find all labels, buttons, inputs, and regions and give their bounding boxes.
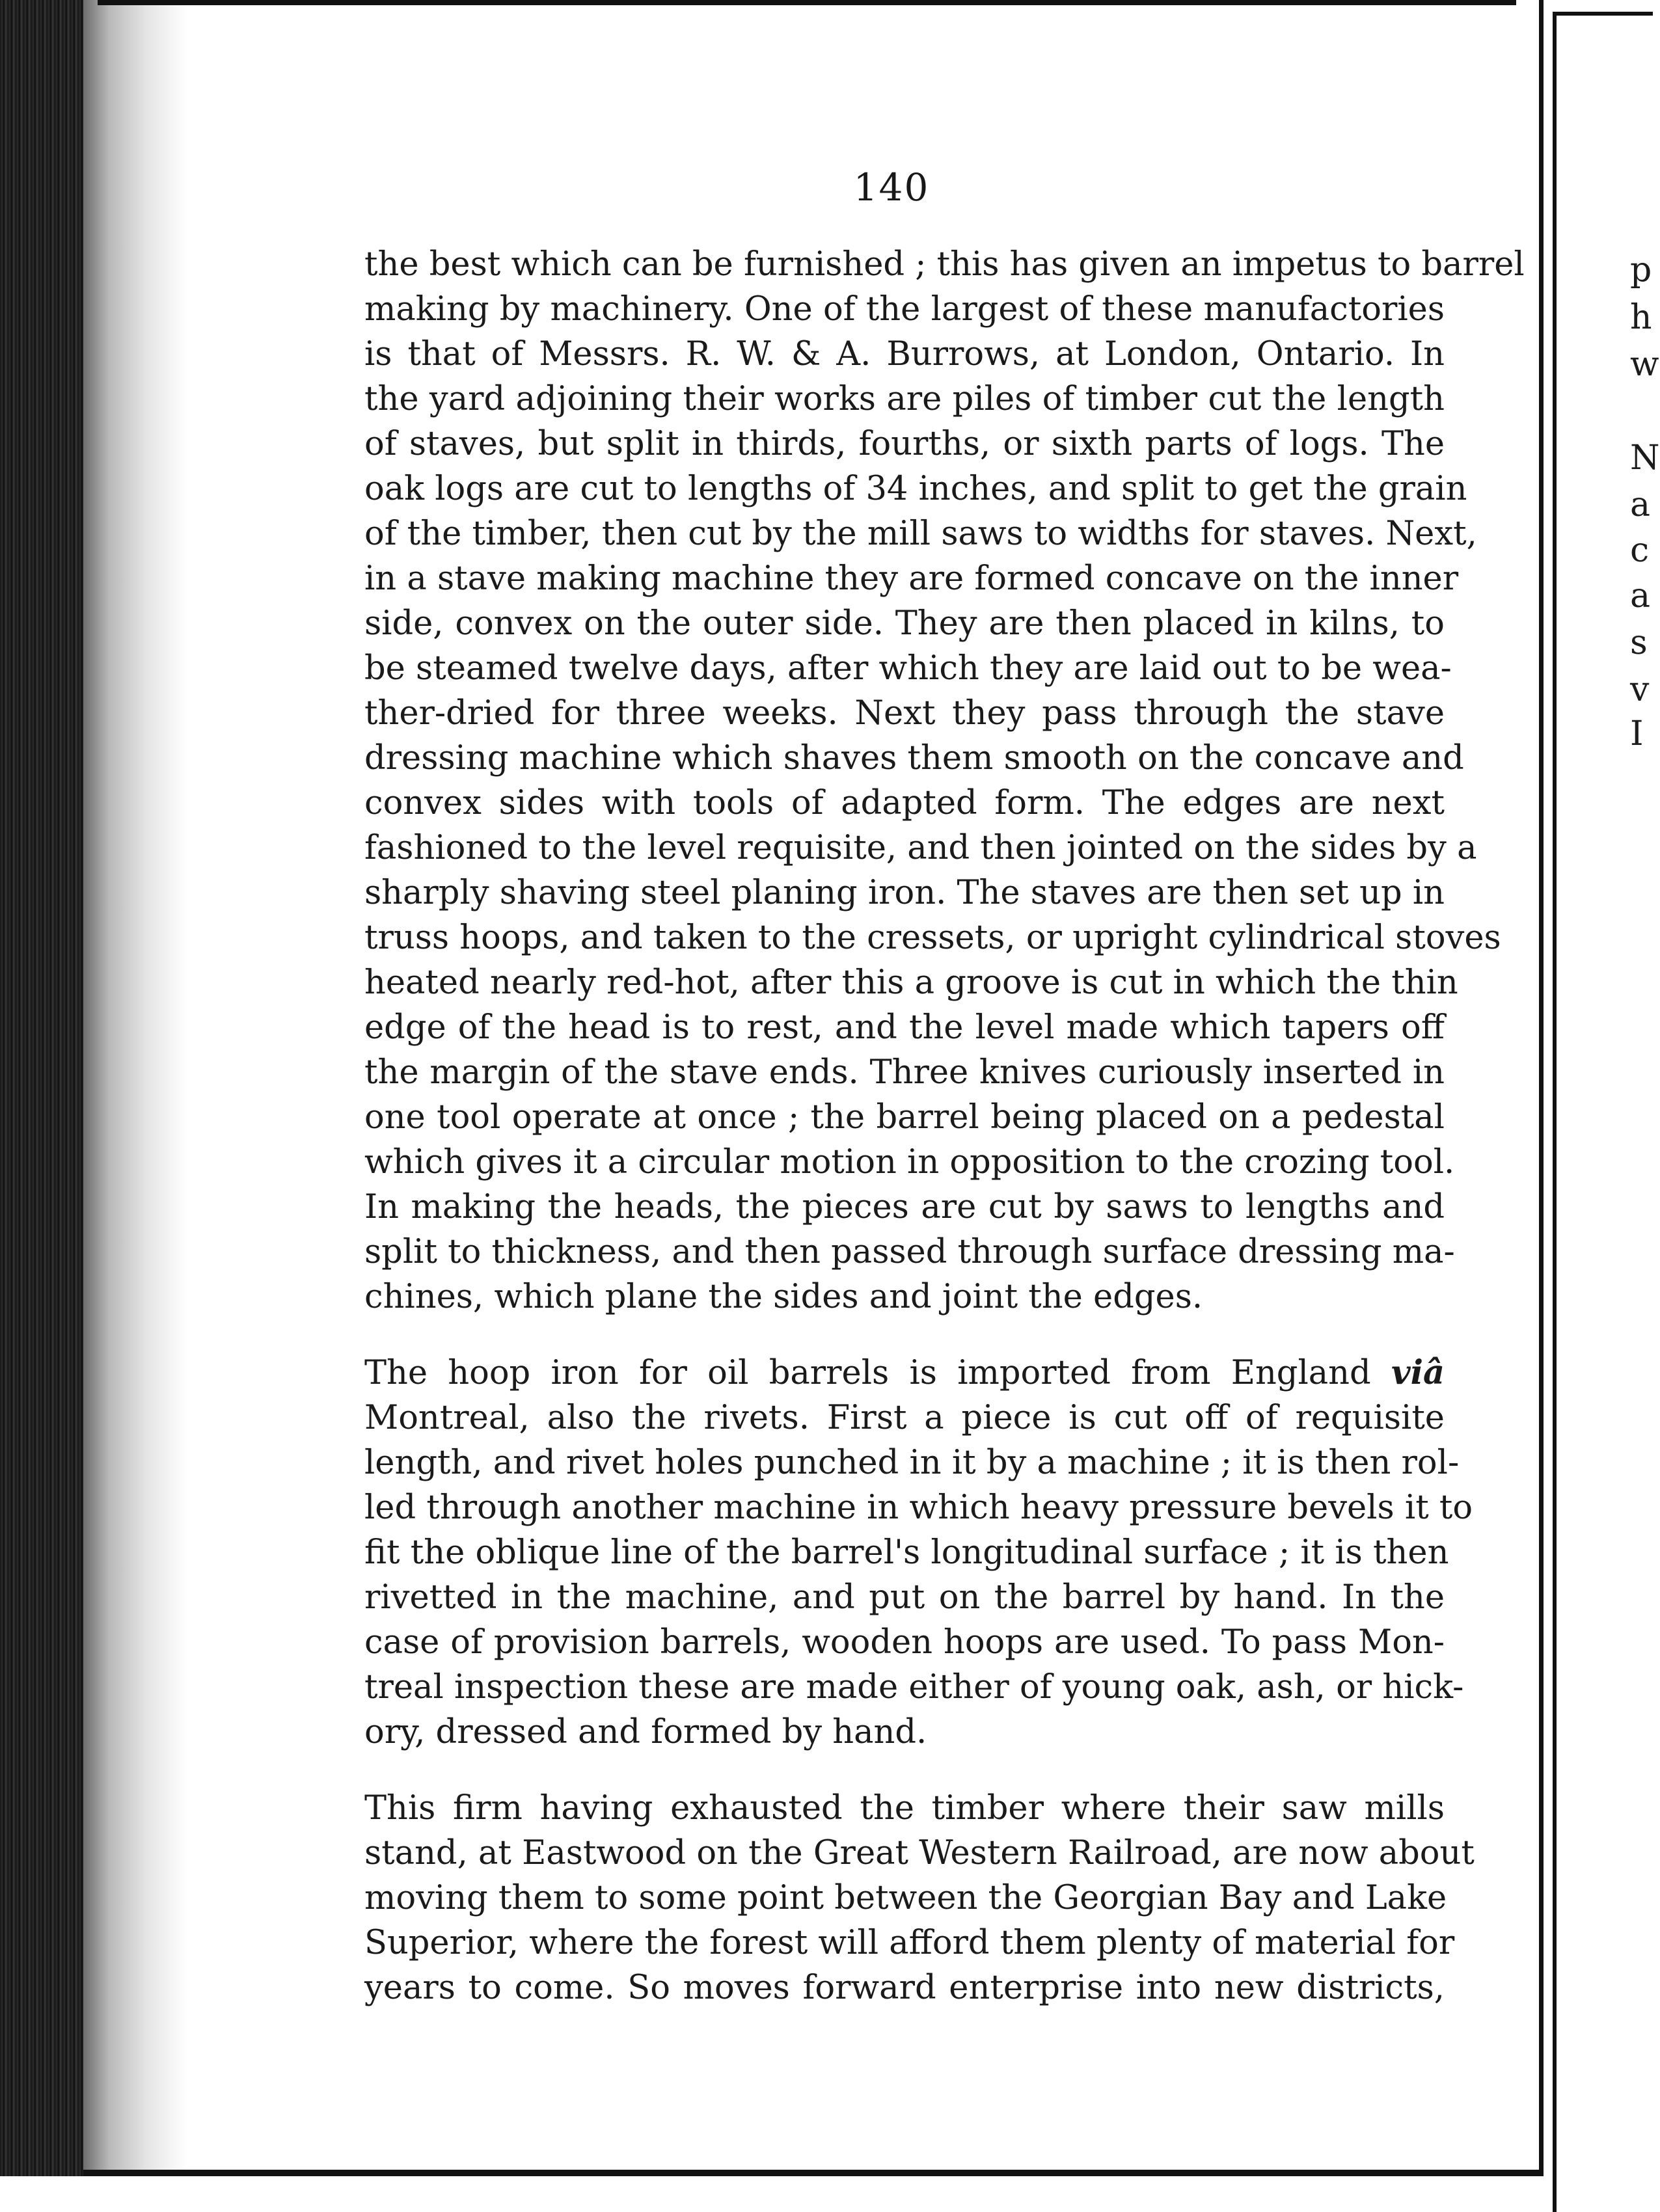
facing-page-edge xyxy=(1553,12,1653,2212)
text-line: convex sides with tools of adapted form. The edges are next xyxy=(364,784,1445,822)
facing-page-letter: c xyxy=(1630,531,1650,570)
text-line: length, and rivet holes punched in it by a machine ; it is then rol- xyxy=(364,1444,1460,1482)
italic-word: viâ xyxy=(1391,1353,1445,1392)
text-line: In making the heads, the pieces are cut by saws to lengths and xyxy=(364,1188,1445,1226)
text-line: side, convex on the outer side. They are then placed in kilns, to xyxy=(364,604,1445,643)
text-line: be steamed twelve days, after which they are laid out to be wea- xyxy=(364,649,1452,688)
text-line: dressing machine which shaves them smooth on the concave and xyxy=(364,739,1464,777)
page-border-top xyxy=(98,0,1516,5)
book-binding-edge xyxy=(0,0,83,2212)
text-line: This firm having exhausted the timber where their saw mills xyxy=(364,1789,1445,1828)
text-line: treal inspection these are made either of young oak, ash, or hick- xyxy=(364,1668,1464,1706)
text-line-start: The hoop iron for oil barrels is imported from England xyxy=(364,1354,1371,1392)
page-border-bottom xyxy=(83,2170,1541,2176)
text-line: case of provision barrels, wooden hoops are used. To pass Mon- xyxy=(364,1623,1445,1662)
gutter-shadow xyxy=(83,0,187,2212)
text-line: in a stave making machine they are formed concave on the inner xyxy=(364,560,1459,598)
facing-page-letter: a xyxy=(1630,576,1651,615)
text-line: the best which can be furnished ; this has given an impetus to barrel xyxy=(364,245,1525,284)
text-line: chines, which plane the sides and joint the edges. xyxy=(364,1278,1203,1316)
facing-page-letter: p xyxy=(1630,250,1652,290)
text-line: the margin of the stave ends. Three knives curiously inserted in xyxy=(364,1053,1445,1092)
text-line: the yard adjoining their works are piles of timber cut the length xyxy=(364,380,1445,418)
text-line: fit the oblique line of the barrel's longitudinal surface ; it is then xyxy=(364,1533,1449,1572)
text-line: ory, dressed and formed by hand. xyxy=(364,1713,927,1751)
text-line: sharply shaving steel planing iron. The staves are then set up in xyxy=(364,874,1445,912)
text-line: Montreal, also the rivets. First a piece is cut off of requisite xyxy=(364,1399,1445,1437)
text-line: Superior, where the forest will afford them plenty of material for xyxy=(364,1924,1455,1962)
page-text-block xyxy=(364,242,1525,2010)
facing-page-letter: N xyxy=(1630,438,1660,478)
facing-page-letter: I xyxy=(1630,714,1644,753)
text-line xyxy=(364,1351,1445,1396)
paragraph-2 xyxy=(364,1351,1473,1755)
text-line: oak logs are cut to lengths of 34 inches, and split to get the grain xyxy=(364,470,1467,508)
page-border-right xyxy=(1539,0,1544,2176)
text-line: moving them to some point between the Georgian Bay and Lake xyxy=(364,1879,1447,1917)
text-line: fashioned to the level requisite, and then jointed on the sides by a xyxy=(364,829,1477,867)
facing-page-letter: v xyxy=(1630,670,1650,709)
facing-page-letter: a xyxy=(1630,485,1651,524)
page-number: 140 xyxy=(853,165,930,209)
text-line: years to come. So moves forward enterprise into new districts, xyxy=(364,1969,1445,2007)
paragraph-1 xyxy=(364,242,1525,1319)
facing-page-letter: w xyxy=(1630,345,1659,384)
facing-page-letter: h xyxy=(1630,298,1652,337)
text-line: split to thickness, and then passed through surface dressing ma- xyxy=(364,1233,1455,1271)
text-line: which gives it a circular motion in opposition to the crozing tool. xyxy=(364,1143,1455,1181)
paragraph-3 xyxy=(364,1786,1475,2010)
text-line: truss hoops, and taken to the cressets, or upright cylindrical stoves xyxy=(364,919,1501,957)
text-line: led through another machine in which heavy pressure bevels it to xyxy=(364,1489,1473,1527)
text-line: rivetted in the machine, and put on the barrel by hand. In the xyxy=(364,1578,1445,1617)
page-bottom-margin xyxy=(0,2176,1653,2212)
text-line: stand, at Eastwood on the Great Western Railroad, are now about xyxy=(364,1834,1475,1872)
text-line: ther-dried for three weeks. Next they pass through the stave xyxy=(364,694,1445,733)
facing-page-letter: s xyxy=(1630,623,1648,662)
text-line: heated nearly red-hot, after this a groove is cut in which the thin xyxy=(364,964,1458,1002)
text-line: making by machinery. One of the largest of these manufactories xyxy=(364,290,1445,329)
text-line: is that of Messrs. R. W. & A. Burrows, at London, Ontario. In xyxy=(364,335,1445,373)
text-line: edge of the head is to rest, and the level made which tapers off xyxy=(364,1008,1445,1047)
text-line: of staves, but split in thirds, fourths, or sixth parts of logs. The xyxy=(364,425,1445,463)
text-line: of the timber, then cut by the mill saws to widths for staves. Next, xyxy=(364,515,1477,553)
text-line: one tool operate at once ; the barrel being placed on a pedestal xyxy=(364,1098,1445,1137)
